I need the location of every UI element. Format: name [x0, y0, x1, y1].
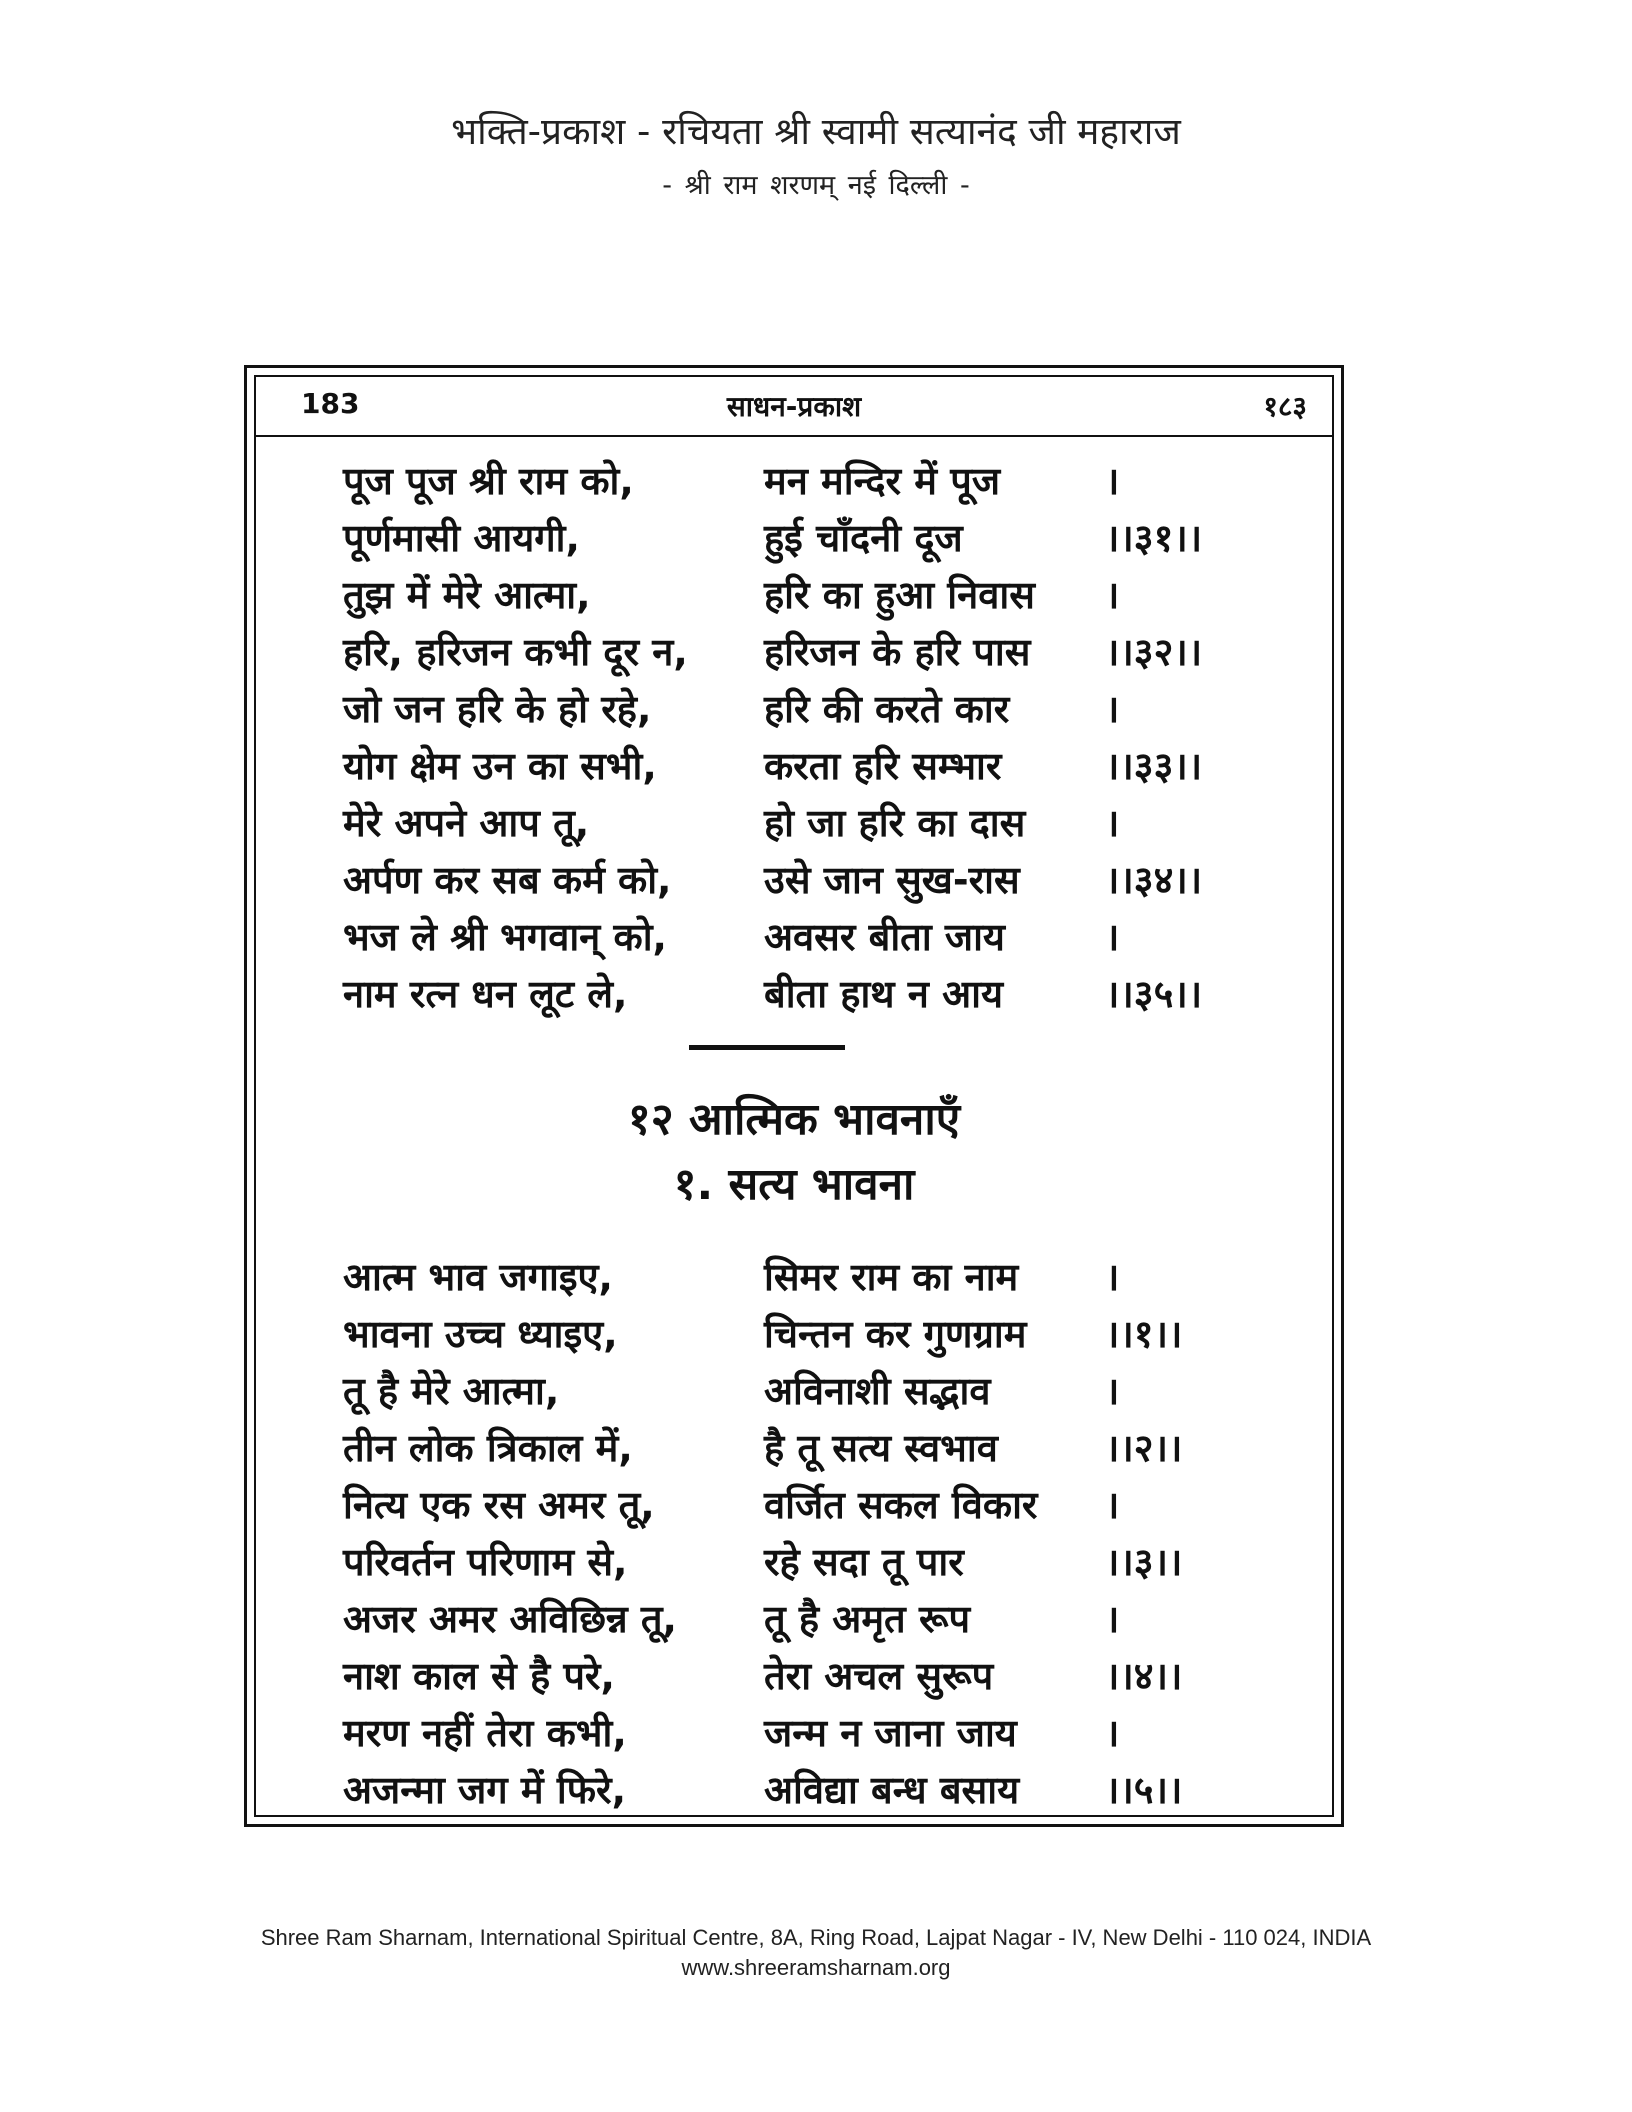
- verse-end: ।।३२।।: [1105, 630, 1203, 674]
- document-title: भक्ति-प्रकाश - रचियता श्री स्वामी सत्यानंद जी महाराज: [451, 110, 1181, 153]
- verse-left: योग क्षेम उन का सभी,: [343, 744, 657, 788]
- verse-end: ।।३३।।: [1105, 744, 1203, 788]
- verse-line: [343, 1592, 1243, 1649]
- page-number: 183: [301, 387, 360, 420]
- verse-end: ।: [1105, 573, 1120, 617]
- verse-end: ।: [1105, 687, 1120, 731]
- page-frame: [244, 365, 1344, 1827]
- verse-left: भज ले श्री भगवान् को,: [343, 915, 667, 959]
- verse-line: [343, 910, 1243, 967]
- verse-line: [343, 1706, 1243, 1763]
- verse-right: मन मन्दिर में पूज: [764, 459, 1001, 503]
- verse-left: मरण नहीं तेरा कभी,: [343, 1711, 627, 1755]
- verse-line: [343, 1763, 1243, 1820]
- verse-right: तेरा अचल सुरूप: [764, 1654, 994, 1698]
- verse-left: तू है मेरे आत्मा,: [343, 1369, 560, 1413]
- verse-line: [343, 454, 1243, 511]
- verse-right: जन्म न जाना जाय: [764, 1711, 1017, 1755]
- verse-end: ।।३१।।: [1105, 516, 1203, 560]
- verse-line: [343, 1250, 1243, 1307]
- verse-right: हरि की करते कार: [764, 687, 1010, 731]
- running-title: साधन-प्रकाश: [726, 390, 862, 423]
- verse-end: ।: [1105, 915, 1120, 959]
- verse-right: सिमर राम का नाम: [764, 1255, 1019, 1299]
- page-frame-inner: [254, 375, 1334, 1817]
- verse-right: चिन्तन कर गुणग्राम: [764, 1312, 1027, 1356]
- verse-left: मेरे अपने आप तू,: [343, 801, 590, 845]
- verse-end: ।: [1105, 801, 1120, 845]
- verse-end: ।: [1105, 459, 1120, 503]
- verse-right: हुई चाँदनी दूज: [764, 516, 963, 560]
- verse-left: आत्म भाव जगाइए,: [343, 1255, 613, 1299]
- verse-end: ।: [1105, 1711, 1120, 1755]
- verse-line: [343, 511, 1243, 568]
- verse-left: अजर अमर अविछिन्न तू,: [343, 1597, 677, 1641]
- verse-left: पूर्णमासी आयगी,: [343, 516, 580, 560]
- verse-left: नाश काल से है परे,: [343, 1654, 615, 1698]
- verse-right: बीता हाथ न आय: [764, 972, 1003, 1016]
- verse-right: हरि का हुआ निवास: [764, 573, 1035, 617]
- verse-end: ।।५।।: [1105, 1768, 1183, 1812]
- verse-left: अर्पण कर सब कर्म को,: [343, 858, 672, 902]
- verse-right: वर्जित सकल विकार: [764, 1483, 1038, 1527]
- verse-end: ।।१।।: [1105, 1312, 1183, 1356]
- document-subtitle: - श्री राम शरणम् नई दिल्ली -: [662, 170, 970, 201]
- verse-line: [343, 1307, 1243, 1364]
- footer-address: Shree Ram Sharnam, International Spiritual Centre, 8A, Ring Road, Lajpat Nagar - IV, New Delhi - 110 024, INDIA: [260, 1925, 1372, 1950]
- verse-left: नाम रत्न धन लूट ले,: [343, 972, 628, 1016]
- verse-right: रहे सदा तू पार: [764, 1540, 964, 1584]
- verse-right: अविनाशी सद्भाव: [764, 1369, 991, 1413]
- verse-end: ।।३५।।: [1105, 972, 1203, 1016]
- verse-line: [343, 853, 1243, 910]
- verse-left: तीन लोक त्रिकाल में,: [343, 1426, 633, 1470]
- verse-end: ।: [1105, 1255, 1120, 1299]
- verse-end: ।: [1105, 1483, 1120, 1527]
- verse-line: [343, 967, 1243, 1024]
- verse-line: [343, 1364, 1243, 1421]
- verse-line: [343, 625, 1243, 682]
- verse-line: [343, 1535, 1243, 1592]
- verse-left: पूज पूज श्री राम को,: [343, 459, 634, 503]
- verse-left: हरि, हरिजन कभी दूर न,: [343, 630, 688, 674]
- verse-end: ।।२।।: [1105, 1426, 1183, 1470]
- verse-right: उसे जान सुख-रास: [764, 858, 1020, 902]
- footer-website[interactable]: www.shreeramsharnam.org: [681, 1955, 951, 1980]
- verse-end: ।: [1105, 1369, 1120, 1413]
- verse-left: अजन्मा जग में फिरे,: [343, 1768, 626, 1812]
- verse-left: जो जन हरि के हो रहे,: [343, 687, 652, 731]
- verse-line: [343, 1649, 1243, 1706]
- verse-right: अवसर बीता जाय: [764, 915, 1005, 959]
- verse-right: तू है अमृत रूप: [764, 1597, 971, 1641]
- section-subtitle: १. सत्य भावना: [673, 1159, 915, 1210]
- page-number-devanagari: १८३: [1263, 390, 1307, 423]
- verse-left: नित्य एक रस अमर तू,: [343, 1483, 655, 1527]
- verse-line: [343, 1421, 1243, 1478]
- section-title: १२ आत्मिक भावनाएँ: [627, 1094, 961, 1145]
- section-divider: [689, 1045, 845, 1050]
- verse-line: [343, 1478, 1243, 1535]
- verse-right: करता हरि सम्भार: [764, 744, 1002, 788]
- verse-right: हो जा हरि का दास: [764, 801, 1026, 845]
- verse-line: [343, 568, 1243, 625]
- verse-end: ।: [1105, 1597, 1120, 1641]
- verse-end: ।।३४।।: [1105, 858, 1203, 902]
- verse-right: हरिजन के हरि पास: [764, 630, 1031, 674]
- verse-right: अविद्या बन्ध बसाय: [764, 1768, 1020, 1812]
- verse-end: ।।४।।: [1105, 1654, 1183, 1698]
- verse-right: है तू सत्य स्वभाव: [764, 1426, 998, 1470]
- verse-line: [343, 682, 1243, 739]
- verse-left: परिवर्तन परिणाम से,: [343, 1540, 628, 1584]
- verse-line: [343, 796, 1243, 853]
- verse-left: भावना उच्च ध्याइए,: [343, 1312, 618, 1356]
- verse-left: तुझ में मेरे आत्मा,: [343, 573, 591, 617]
- verse-line: [343, 739, 1243, 796]
- running-header: [256, 377, 1332, 437]
- verse-end: ।।३।।: [1105, 1540, 1183, 1584]
